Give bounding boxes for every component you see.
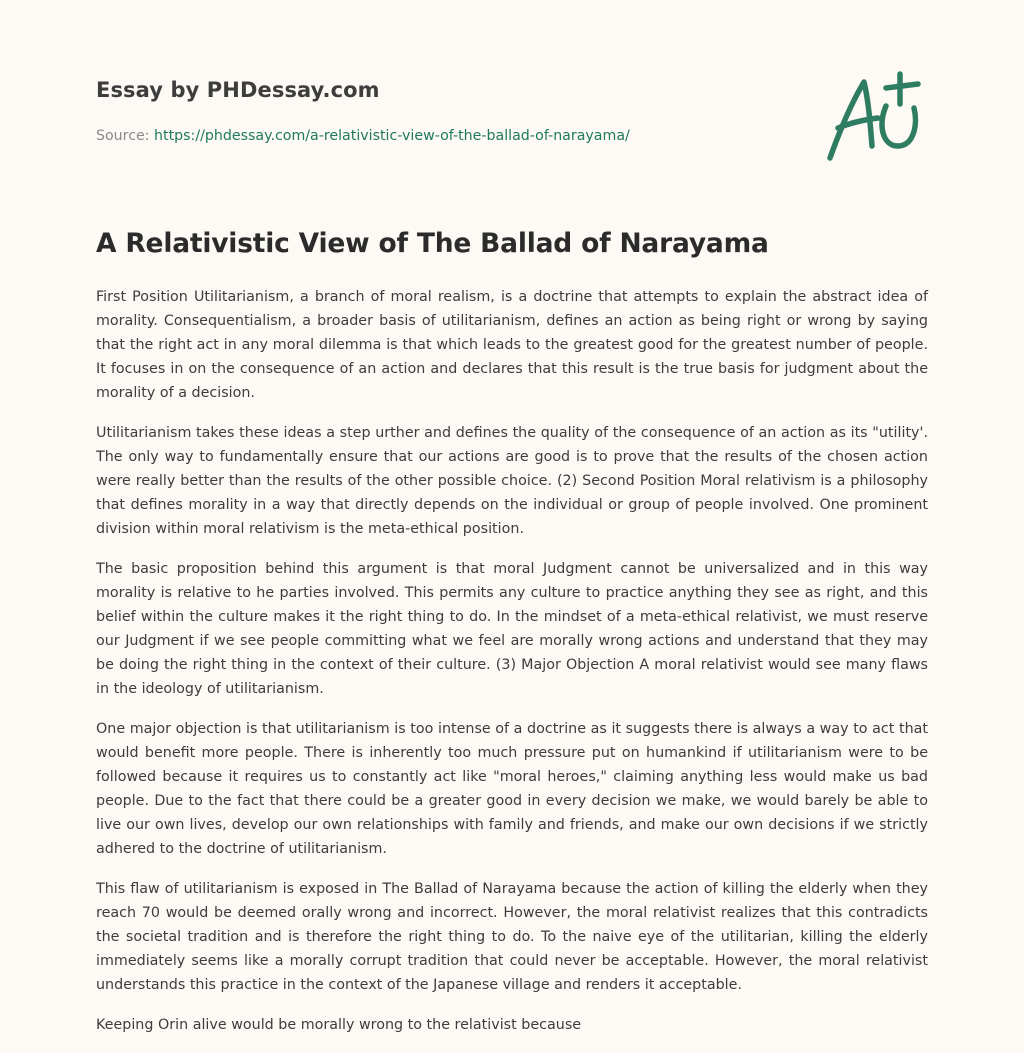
- paragraph: This flaw of utilitarianism is exposed in The Ballad of Narayama because the action of killing the elderly when they reach 70 would be deemed orally wrong and incorrect. However, the moral relativist realizes that this contradicts the societal tradition and is therefore the right thing to do. To the naive eye of the utilitarian, killing the elderly immediately seems like a morally corrupt tradition that could never be acceptable. However, the moral relativist understands this practice in the context of the Japanese village and renders it acceptable.: [96, 881, 928, 993]
- paragraph: First Position Utilitarianism, a branch of moral realism, is a doctrine that attempts to explain the abstract idea of morality. Consequentialism, a broader basis of utilitarianism, defines an action as being right or wrong by saying that the right act in any moral dilemma is that which leads to the greatest good for the greatest number of people. It focuses in on the consequence of an action and declares that this result is the true basis for judgment about the morality of a decision.: [96, 289, 928, 401]
- paragraph: Keeping Orin alive would be morally wrong to the relativist because: [96, 1017, 582, 1033]
- document-header: [96, 76, 796, 146]
- paragraph: Utilitarianism takes these ideas a step urther and defines the quality of the consequence of an action as its "utility'. The only way to fundamentally ensure that our actions are good is to prove that the results of the chosen action were really better than the results of the other possible choice. (2) Second Position Moral relativism is a philosophy that defines morality in a way that directly depends on the individual or group of people involved. One prominent division within moral relativism is the meta-ethical position.: [96, 425, 928, 537]
- brand-title: Essay by PHDessay.com: [96, 78, 380, 102]
- essay-title: A Relativistic View of The Ballad of Narayama: [96, 228, 769, 259]
- essay-body: [96, 285, 928, 1053]
- paragraph: The basic proposition behind this argument is that moral Judgment cannot be universalized and in this way morality is relative to he parties involved. This permits any culture to practice anything they see as right, and this belief within the culture makes it the right thing to do. In the mindset of a meta-ethical relativist, we must reserve our Judgment if we see people committing what we feel are morally wrong actions and understand that they may be doing the right thing in the context of their culture. (3) Major Objection A moral relativist would see many flaws in the ideology of utilitarianism.: [96, 561, 928, 697]
- source-line: [96, 126, 796, 146]
- a-plus-grade-logo-icon: [818, 68, 930, 164]
- paragraph: One major objection is that utilitarianism is too intense of a doctrine as it suggests there is always a way to act that would benefit more people. There is inherently too much pressure put on humankind if utilitarianism were to be followed because it requires us to constantly act like "moral heroes," claiming anything less would make us bad people. Due to the fact that there could be a greater good in every decision we make, we would barely be able to live our own lives, develop our own relationships with family and friends, and make our own decisions if we strictly adhered to the doctrine of utilitarianism.: [96, 721, 928, 857]
- source-link[interactable]: https://phdessay.com/a-relativistic-view-of-the-ballad-of-narayama/: [154, 128, 630, 144]
- source-label: Source:: [96, 128, 155, 144]
